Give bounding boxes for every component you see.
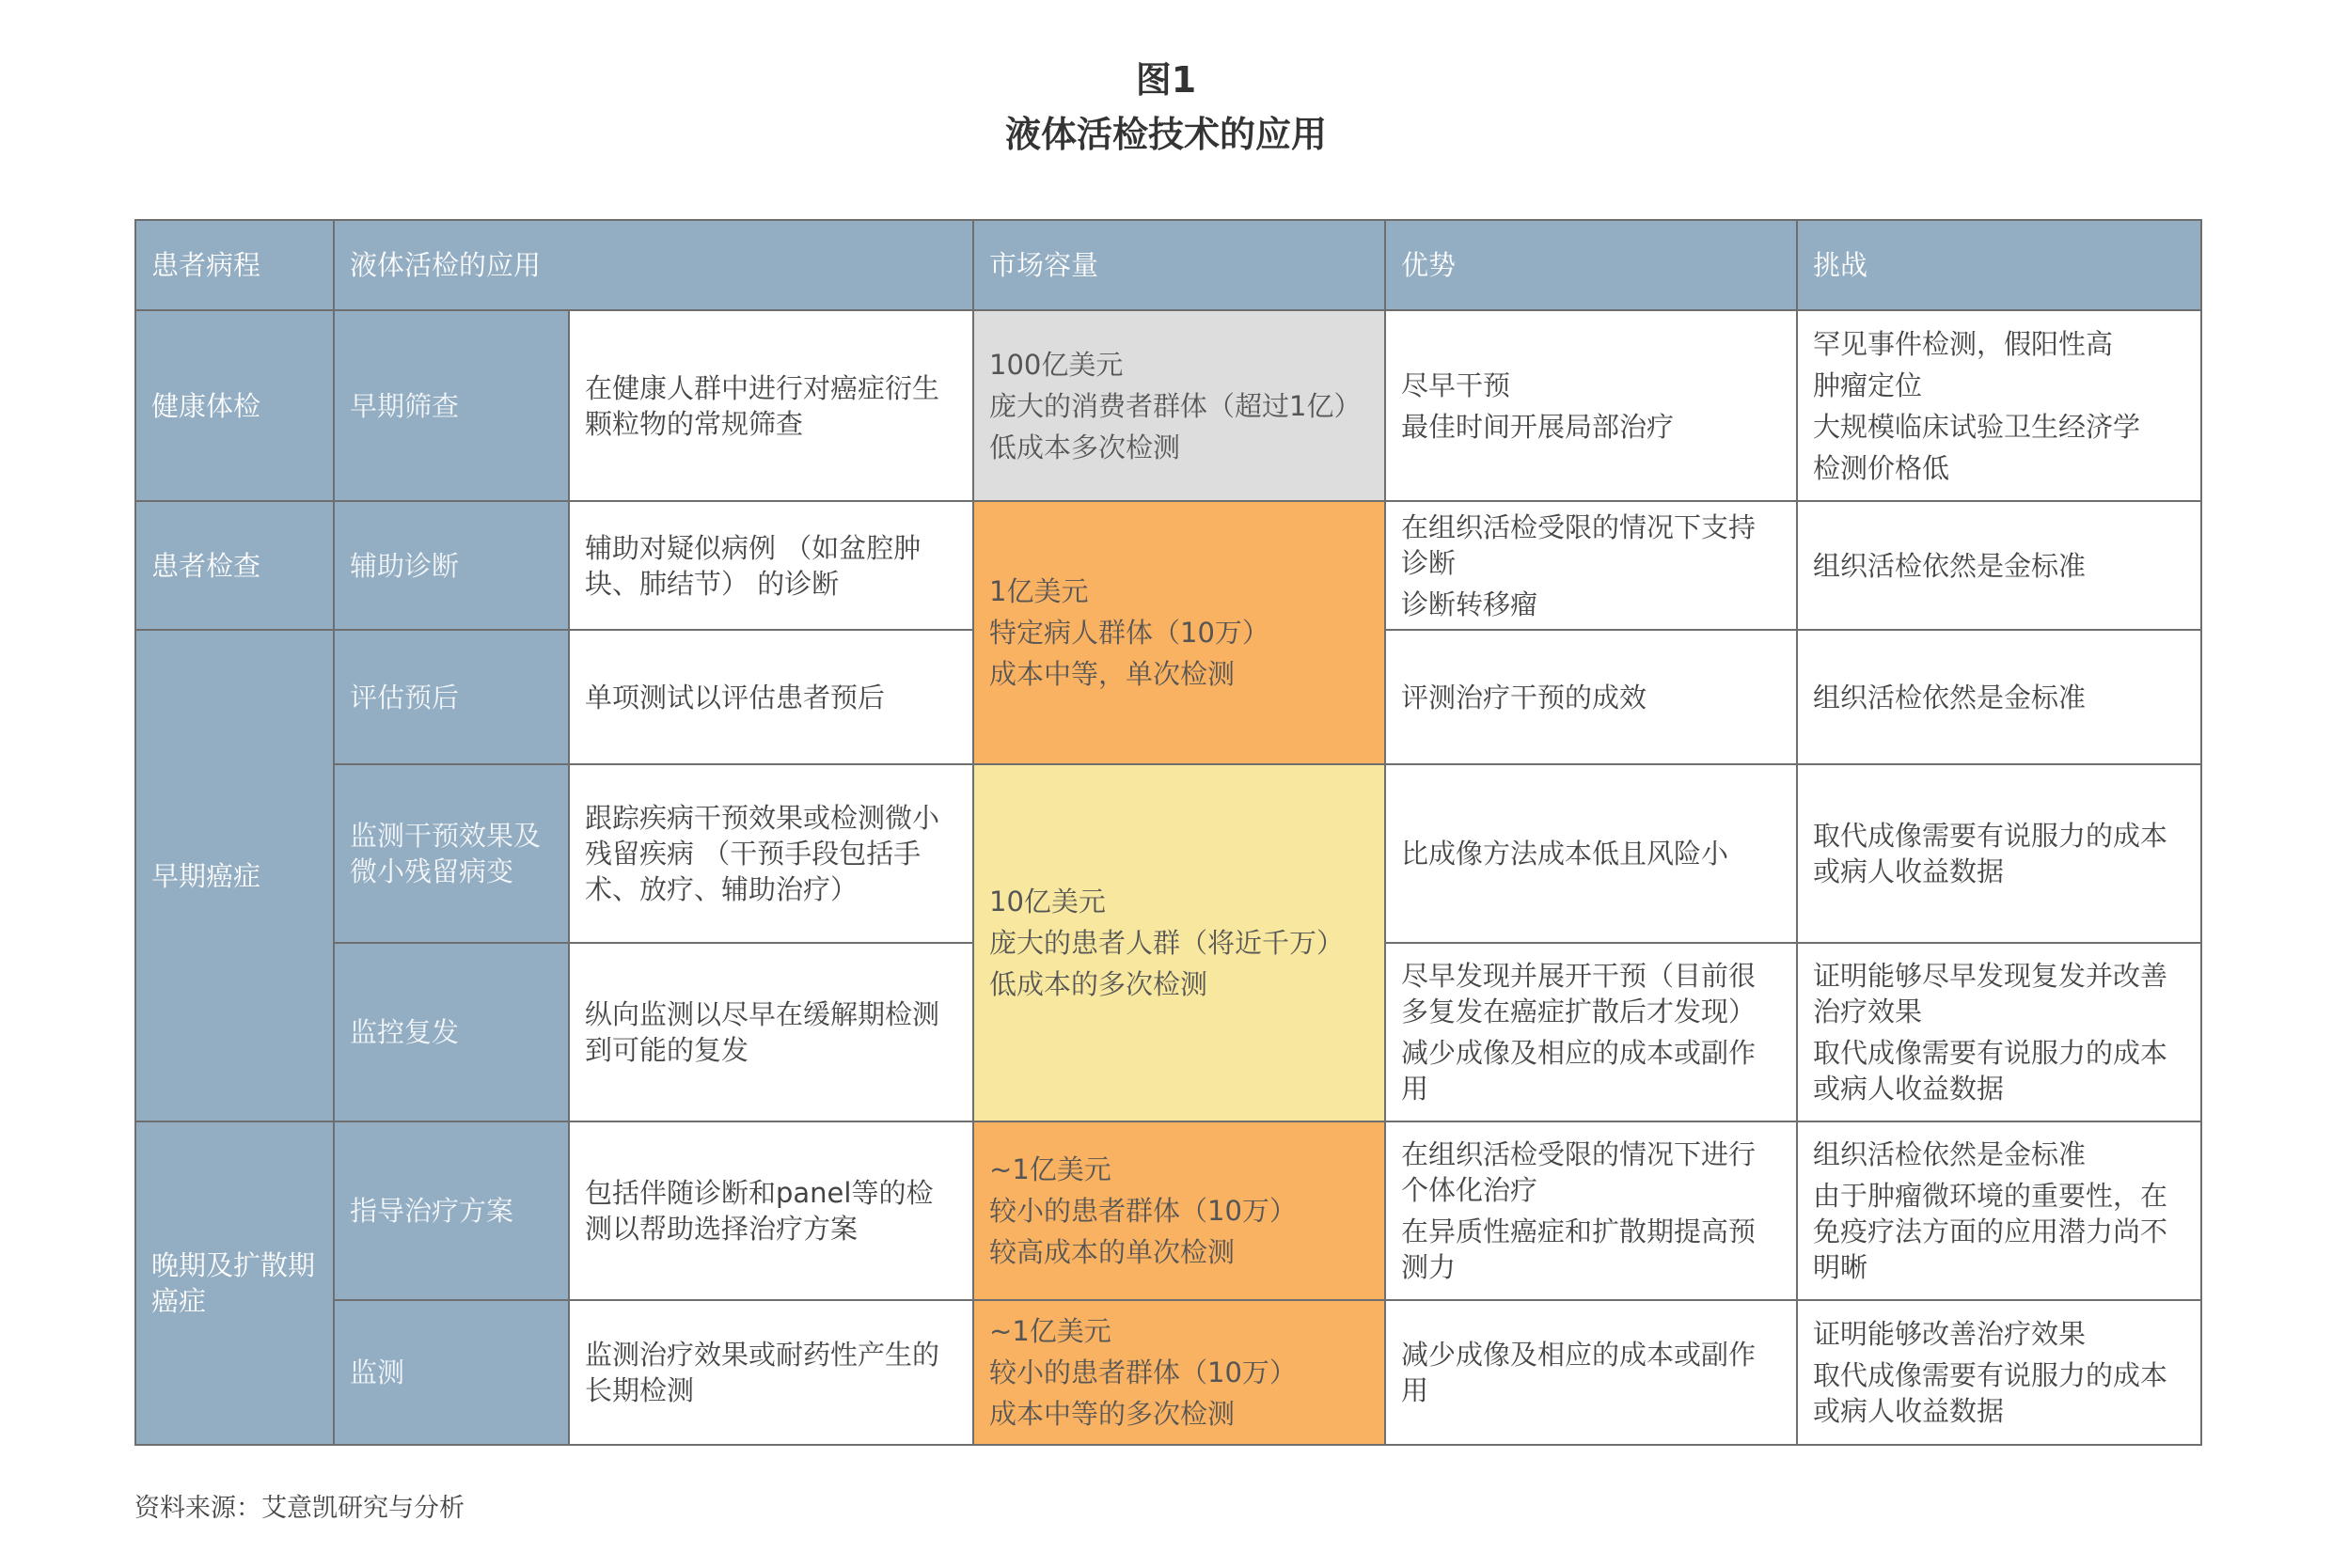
advantage-text: 诊断转移瘤 xyxy=(1401,588,1538,620)
challenge-text: 取代成像需要有说服力的成本或病人收益数据 xyxy=(1813,1359,2168,1427)
header-row xyxy=(135,220,2201,310)
stage-early-cancer: 早期癌症 xyxy=(135,630,334,1121)
advantage-text: 尽早干预 xyxy=(1401,368,1511,401)
market-4-population: 较小的患者群体（10万） xyxy=(989,1195,1297,1227)
challenge-cell xyxy=(1797,310,2201,501)
header-advantage: 优势 xyxy=(1385,220,1797,310)
market-4-cost: 较高成本的单次检测 xyxy=(989,1236,1236,1268)
app-early-screening: 早期筛查 xyxy=(334,310,569,501)
advantage-text: 尽早发现并展开干预（目前很多复发在癌症扩散后才发现） xyxy=(1401,960,1757,1027)
app-mrd-monitoring: 监测干预效果及微小残留病变 xyxy=(334,764,569,943)
liquid-biopsy-table xyxy=(134,219,2202,1446)
table-row xyxy=(135,1121,2201,1300)
table-row xyxy=(135,764,2201,943)
advantage-text: 在组织活检受限的情况下支持诊断 xyxy=(1401,510,1757,579)
challenge-text: 罕见事件检测，假阳性高 xyxy=(1813,327,2114,360)
market-3-cost: 低成本的多次检测 xyxy=(989,968,1208,1000)
advantage-text: 在组织活检受限的情况下进行个体化治疗 xyxy=(1401,1138,1757,1206)
app-prognosis: 评估预后 xyxy=(334,630,569,764)
table-row xyxy=(135,310,2201,501)
app-recurrence: 监控复发 xyxy=(334,943,569,1121)
figure-number: 图1 xyxy=(1135,59,1197,101)
app-treatment-guide: 指导治疗方案 xyxy=(334,1121,569,1300)
advantage-cell xyxy=(1385,1121,1797,1300)
challenge-text: 取代成像需要有说服力的成本或病人收益数据 xyxy=(1813,820,2168,887)
market-cell-4 xyxy=(973,1121,1385,1300)
app-aux-diagnosis: 辅助诊断 xyxy=(334,501,569,630)
challenge-text: 由于肿瘤微环境的重要性，在免疫疗法方面的应用潜力尚不明晰 xyxy=(1813,1180,2168,1283)
table-row xyxy=(135,1300,2201,1445)
header-stage: 患者病程 xyxy=(135,220,334,310)
market-1-cost: 低成本多次检测 xyxy=(989,431,1181,463)
market-1-size: 100亿美元 xyxy=(989,348,1124,381)
challenge-cell xyxy=(1797,1121,2201,1300)
market-5-size: ~1亿美元 xyxy=(989,1315,1111,1347)
market-2-population: 特定病人群体（10万） xyxy=(989,617,1269,649)
table-row xyxy=(135,501,2201,630)
market-5-population: 较小的患者群体（10万） xyxy=(989,1356,1297,1388)
challenge-cell xyxy=(1797,630,2201,764)
advantage-cell xyxy=(1385,310,1797,501)
market-cell-1 xyxy=(973,310,1385,501)
header-application: 液体活检的应用 xyxy=(334,220,973,310)
desc-aux-diagnosis: 辅助对疑似病例 （如盆腔肿块、肺结节） 的诊断 xyxy=(569,501,973,630)
challenge-text: 证明能够尽早发现复发并改善治疗效果 xyxy=(1813,960,2168,1027)
market-4-size: ~1亿美元 xyxy=(989,1153,1111,1185)
source-note: 资料来源：艾意凯研究与分析 xyxy=(134,1494,465,1523)
advantage-cell xyxy=(1385,1300,1797,1445)
advantage-text: 比成像方法成本低且风险小 xyxy=(1401,838,1729,870)
market-cell-5 xyxy=(973,1300,1385,1445)
advantage-cell xyxy=(1385,630,1797,764)
figure-title: 液体活检技术的应用 xyxy=(1004,114,1327,155)
stage-patient-exam: 患者检查 xyxy=(135,501,334,630)
advantage-text: 评测治疗干预的成效 xyxy=(1401,681,1647,713)
market-1-population: 庞大的消费者群体（超过1亿） xyxy=(989,389,1362,422)
desc-prognosis: 单项测试以评估患者预后 xyxy=(569,630,973,764)
challenge-text: 取代成像需要有说服力的成本或病人收益数据 xyxy=(1813,1037,2168,1105)
market-3-population: 庞大的患者人群（将近千万） xyxy=(989,927,1345,959)
challenge-cell xyxy=(1797,501,2201,630)
market-5-cost: 成本中等的多次检测 xyxy=(989,1398,1236,1430)
market-2-size: 1亿美元 xyxy=(989,575,1089,607)
market-cell-3 xyxy=(973,764,1385,1121)
market-3-size: 10亿美元 xyxy=(989,886,1106,917)
desc-mrd-monitoring: 跟踪疾病干预效果或检测微小残留疾病 （干预手段包括手术、放疗、辅助治疗） xyxy=(569,764,973,943)
market-2-cost: 成本中等，单次检测 xyxy=(989,658,1236,690)
advantage-text: 减少成像及相应的成本或副作用 xyxy=(1401,1037,1757,1105)
stage-health-check: 健康体检 xyxy=(135,310,334,501)
challenge-text: 检测价格低 xyxy=(1813,451,1950,484)
header-market: 市场容量 xyxy=(973,220,1385,310)
advantage-cell xyxy=(1385,943,1797,1121)
header-challenge: 挑战 xyxy=(1797,220,2201,310)
stage-late-cancer: 晚期及扩散期癌症 xyxy=(135,1121,334,1445)
challenge-cell xyxy=(1797,764,2201,943)
challenge-text: 肿瘤定位 xyxy=(1813,368,1923,401)
figure-title-block xyxy=(0,53,2332,162)
challenge-cell xyxy=(1797,1300,2201,1445)
challenge-cell xyxy=(1797,943,2201,1121)
advantage-cell xyxy=(1385,764,1797,943)
app-monitoring: 监测 xyxy=(334,1300,569,1445)
advantage-text: 减少成像及相应的成本或副作用 xyxy=(1401,1339,1757,1406)
challenge-text: 组织活检依然是金标准 xyxy=(1813,549,2087,582)
challenge-text: 组织活检依然是金标准 xyxy=(1813,681,2087,713)
market-cell-2 xyxy=(973,501,1385,764)
advantage-text: 在异质性癌症和扩散期提高预测力 xyxy=(1401,1215,1757,1283)
desc-early-screening: 在健康人群中进行对癌症衍生颗粒物的常规筛查 xyxy=(569,310,973,501)
challenge-text: 组织活检依然是金标准 xyxy=(1813,1138,2087,1170)
desc-treatment-guide: 包括伴随诊断和panel等的检测以帮助选择治疗方案 xyxy=(569,1121,973,1300)
challenge-text: 证明能够改善治疗效果 xyxy=(1813,1318,2087,1350)
desc-recurrence: 纵向监测以尽早在缓解期检测到可能的复发 xyxy=(569,943,973,1121)
advantage-cell xyxy=(1385,501,1797,630)
desc-monitoring: 监测治疗效果或耐药性产生的长期检测 xyxy=(569,1300,973,1445)
advantage-text: 最佳时间开展局部治疗 xyxy=(1401,410,1675,443)
challenge-text: 大规模临床试验卫生经济学 xyxy=(1813,410,2141,443)
